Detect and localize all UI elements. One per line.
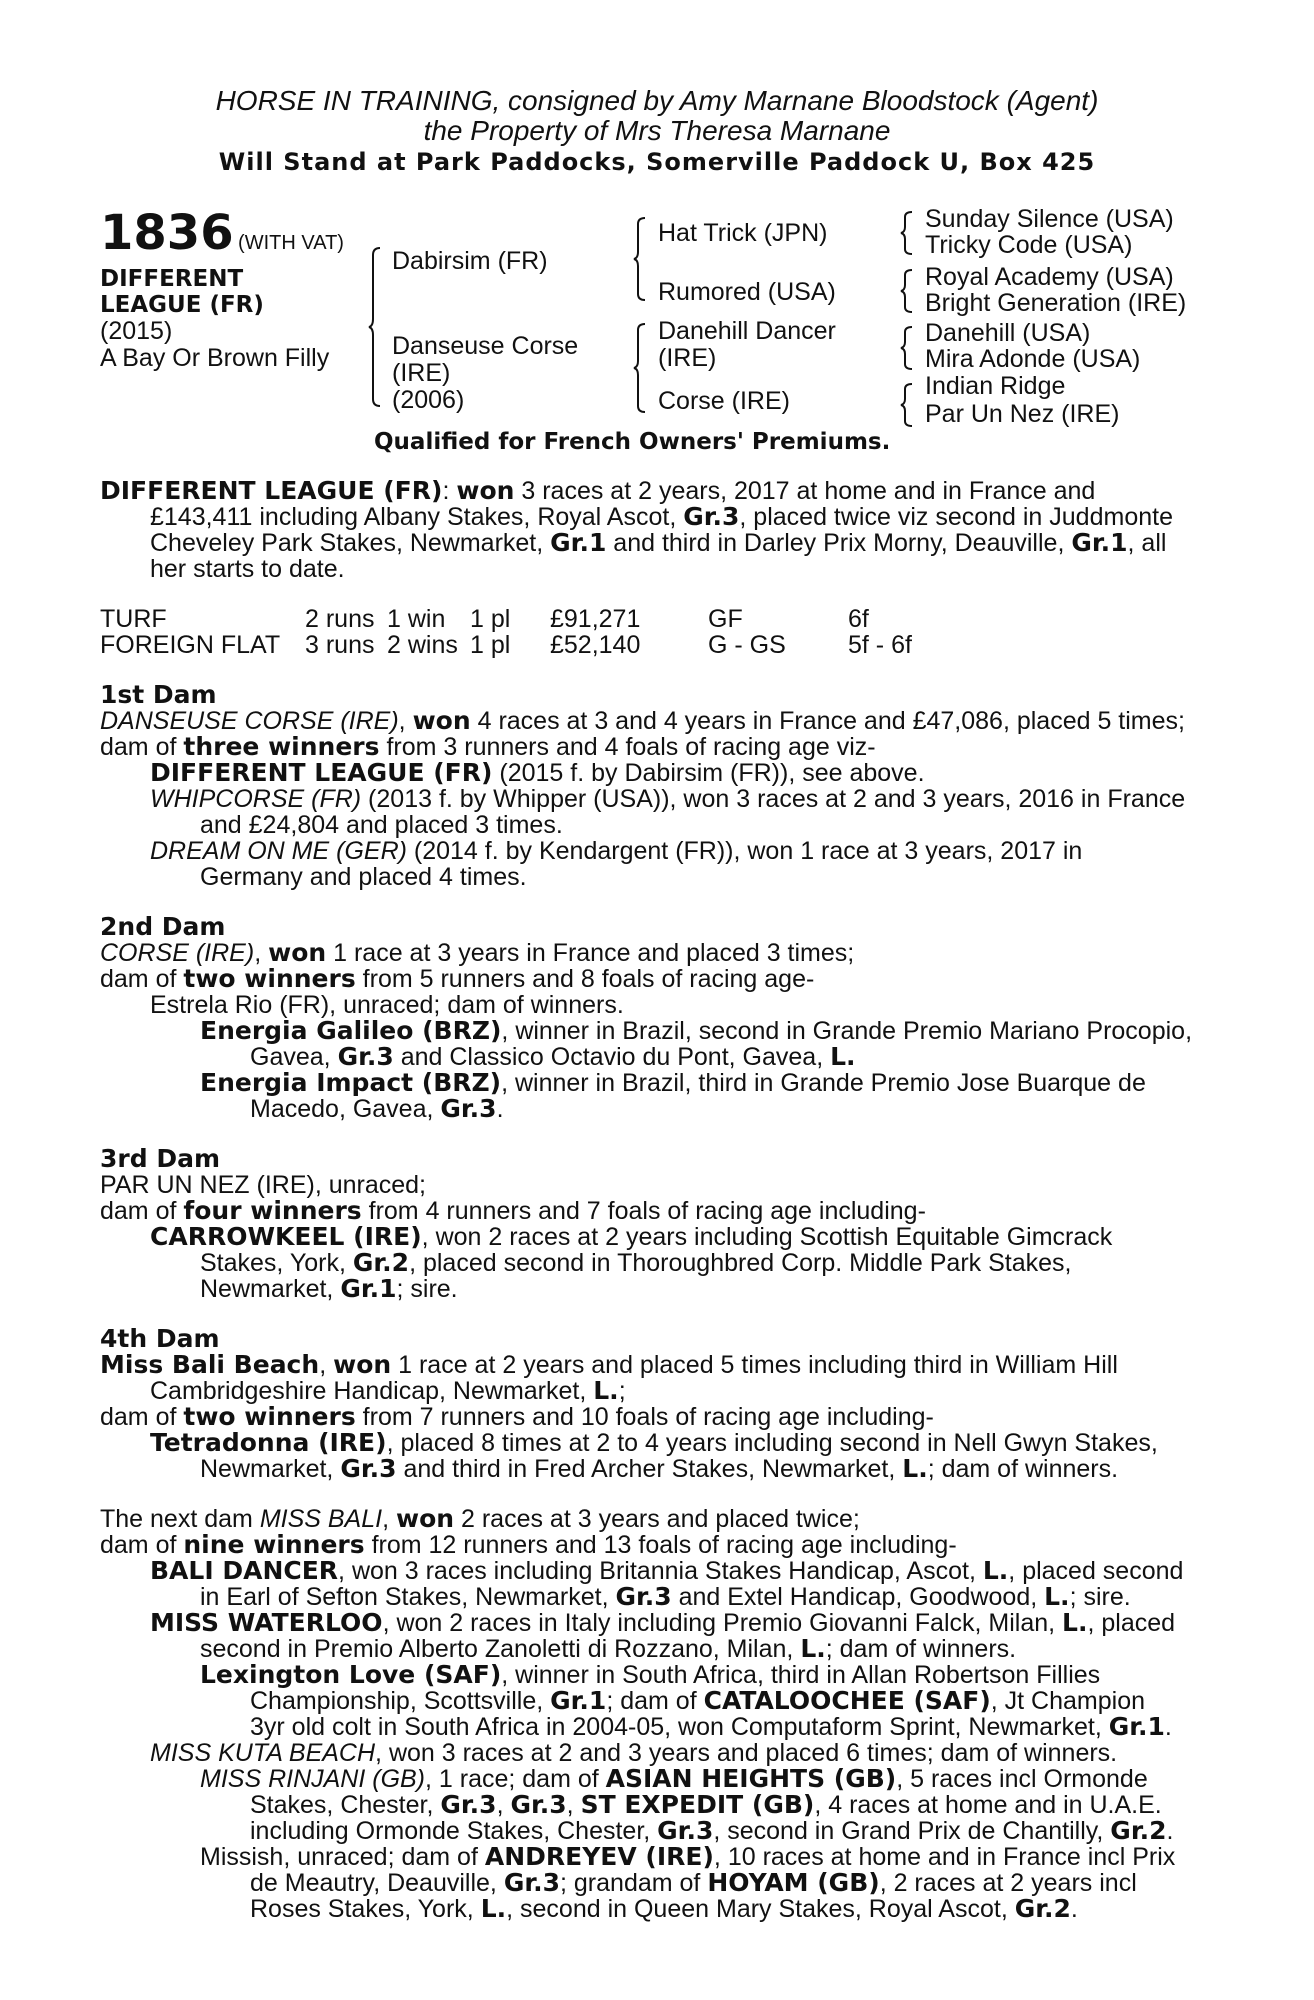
dam-dam: Corse (IRE): [658, 387, 790, 415]
pedigree-brace-2: [633, 216, 647, 302]
stand-location: Will Stand at Park Paddocks, Somerville Paddock U, Box 425: [218, 148, 1096, 176]
sire-dam: Rumored (USA): [658, 278, 836, 306]
next-dam-produce-5: MISS RINJANI (GB), 1 race; dam of ASIAN HEIGHTS (GB), 5 races incl Ormonde: [200, 1764, 1148, 1793]
summary-line-2: £143,411 including Albany Stakes, Royal Ascot, Gr.3, placed twice viz second in Juddmonte: [150, 502, 1173, 531]
first-dam-produce-3b: Germany and placed 4 times.: [200, 863, 527, 891]
dam-sire-line-2: (IRE): [658, 344, 717, 372]
next-dam-produce-6c: Roses Stakes, York, L., second in Queen Mary Stakes, Royal Ascot, Gr.2.: [250, 1894, 1078, 1923]
dam-sire-line-1: Danehill Dancer: [658, 317, 836, 345]
first-dam-line-2: dam of three winners from 3 runners and 4 foals of racing age viz-: [100, 732, 876, 761]
horse-description: A Bay Or Brown Filly: [100, 344, 330, 372]
third-dam-produce-1c: Newmarket, Gr.1; sire.: [200, 1274, 458, 1303]
next-dam-line-1: The next dam MISS BALI, won 2 races at 3 years and placed twice;: [100, 1504, 860, 1533]
second-dam-line-1: CORSE (IRE), won 1 race at 3 years in France and placed 3 times;: [100, 938, 855, 967]
sire: Dabirsim (FR): [392, 247, 548, 275]
next-dam-produce-1: BALI DANCER, won 3 races including Britannia Stakes Handicap, Ascot, L., placed second: [150, 1556, 1184, 1585]
lot-number-row: [100, 205, 344, 261]
second-dam-produce-2: Energia Galileo (BRZ), winner in Brazil, second in Grande Premio Mariano Procopio,: [200, 1016, 1193, 1045]
g3-8: Par Un Nez (IRE): [925, 400, 1120, 428]
next-dam-produce-5b: Stakes, Chester, Gr.3, Gr.3, ST EXPEDIT (GB), 4 races at home and in U.A.E.: [250, 1790, 1162, 1819]
catalogue-page: HORSE IN TRAINING, consigned by Amy Marnane Bloodstock (Agent) the Property of Mrs Theresa Marnane Will Stand at Park Paddocks, Somerville Paddock U, Box 425 1836 (WITH VAT) DIFFERENT LEAGUE (FR) (2015) A Bay Or Brown Filly Dabirsim (FR) Danseuse Corse (IRE) (2006) Hat Trick (JPN) Rumored (USA) Danehill Dancer (IRE) Corse (IRE) Sunday Silence (USA) Tricky Code (USA) Royal Academy (USA) Bright Generation (IRE) Danehill (USA) Mira Adonde (USA) Indian Ridge Par Un Nez (IRE) Qualified for French Owners' Premiums. DIFFERENT LEAGUE (FR): won 3 races at 2 years, 2017 at home and in France and £143,411 including Albany Stakes, Royal Ascot, Gr.3, placed twice viz second in Juddmonte Cheveley Park Stakes, Newmarket, Gr.1 and third in Darley Prix Morny, Deauville, Gr.1, all her starts to date. TURF 2 runs 1 win 1 pl £91,271 GF 6f FOREIGN FLAT 3 runs 2 wins 1 pl £52,140 G - GS 5f - 6f 1st Dam DANSEUSE CORSE (IRE), won 4 races at 3 and 4 years in France and £47,086, placed 5 times; dam of three winners from 3 runners and 4 foals of racing age viz- DIFFERENT LEAGUE (FR) (2015 f. by Dabirsim (FR)), see above. WHIPCORSE (FR) (2013 f. by Whipper (USA)), won 3 races at 2 and 3 years, 2016 in France and £24,804 and placed 3 times. DREAM ON ME (GER) (2014 f. by Kendargent (FR)), won 1 race at 3 years, 2017 in Germany and placed 4 times. 2nd Dam CORSE (IRE), won 1 race at 3 years in France and placed 3 times; dam of two winners from 5 runners and 8 foals of racing age- Estrela Rio (FR), unraced; dam of winners. Energia Galileo (BRZ), winner in Brazil, second in Grande Premio Mariano Procopio, Gavea, Gr.3 and Classico Octavio du Pont, Gavea, L. Energia Impact (BRZ), winner in Brazil, third in Grande Premio Jose Buarque de Macedo, Gavea, Gr.3. 3rd Dam PAR UN NEZ (IRE), unraced; dam of four winners from 4 runners and 7 foals of racing age including- CARROWKEEL (IRE), won 2 races at 2 years including Scottish Equitable Gimcrack Stakes, York, Gr.2, placed second in Thoroughbred Corp. Middle Park Stakes, Newmarket, Gr.1; sire. 4th Dam Miss Bali Beach, won 1 race at 2 years and placed 5 times including third in William Hill Cambridgeshire Handicap, Newmarket, L.; dam of two winners from 7 runners and 10 foals of racing age including- Tetradonna (IRE), placed 8 times at 2 to 4 years including second in Nell Gwyn Stakes, Newmarket, Gr.3 and third in Fred Archer Stakes, Newmarket, L.; dam of winners. The next dam MISS BALI, won 2 races at 3 years and placed twice; dam of nine winners from 12 runners and 13 foals of racing age including- BALI DANCER, won 3 races including Britannia Stakes Handicap, Ascot, L., placed second in Earl of Sefton Stakes, Newmarket, Gr.3 and Extel Handicap, Goodwood, L.; sire. MISS WATERLOO, won 2 races in Italy including Premio Giovanni Falck, Milan, L., placed second in Premio Alberto Zanoletti di Rozzano, Milan, L.; dam of winners. Lexington Love (SAF), winner in South Africa, third in Allan Robertson Fillies Championship, Scottsville, Gr.1; dam of CATALOOCHEE (SAF), Jt Champion 3yr old colt in South Africa in 2004-05, won Computaform Sprint, Newmarket, Gr.1. MISS KUTA BEACH, won 3 races at 2 and 3 years and placed 6 times; dam of winners. MISS RINJANI (GB), 1 race; dam of ASIAN HEIGHTS (GB), 5 races incl Ormonde Stakes, Chester, Gr.3, Gr.3, ST EXPEDIT (GB), 4 races at home and in U.A.E. including Ormonde Stakes, Chester, Gr.3, second in Grand Prix de Chantilly, Gr.2. Missish, unraced; dam of ANDREYEV (IRE), 10 races at home and in France incl Prix de Meautry, Deauville, Gr.3; grandam of HOYAM (GB), 2 races at 2 years incl Roses Stakes, York, L., second in Queen Mary Stakes, Royal Ascot, Gr.2.: [0, 0, 1314, 2000]
g3-4: Bright Generation (IRE): [925, 289, 1187, 317]
summary-line-4: her starts to date.: [150, 555, 345, 583]
fourth-dam-produce-1b: Newmarket, Gr.3 and third in Fred Archer Stakes, Newmarket, L.; dam of winners.: [200, 1454, 1119, 1483]
next-dam-produce-6b: de Meautry, Deauville, Gr.3; grandam of HOYAM (GB), 2 races at 2 years incl: [250, 1868, 1137, 1897]
summary-line-1: DIFFERENT LEAGUE (FR): won 3 races at 2 years, 2017 at home and in France and: [100, 476, 1096, 505]
next-dam-produce-3: Lexington Love (SAF), winner in South Africa, third in Allan Robertson Fillies: [200, 1660, 1101, 1689]
next-dam-line-2: dam of nine winners from 12 runners and 13 foals of racing age including-: [100, 1530, 957, 1559]
next-dam-produce-5c: including Ormonde Stakes, Chester, Gr.3, second in Grand Prix de Chantilly, Gr.2.: [250, 1816, 1174, 1845]
fourth-dam-produce-1: Tetradonna (IRE), placed 8 times at 2 to 4 years including second in Nell Gwyn Stakes,: [150, 1428, 1158, 1457]
vat-label: (WITH VAT): [238, 232, 344, 254]
pedigree-brace-3: [633, 322, 647, 414]
fourth-dam-line-1b: Cambridgeshire Handicap, Newmarket, L.;: [150, 1376, 626, 1405]
pedigree-brace-1: [368, 246, 382, 408]
third-dam-line-2: dam of four winners from 4 runners and 7 foals of racing age including-: [100, 1196, 926, 1225]
g3-5: Danehill (USA): [925, 319, 1091, 347]
third-dam-produce-1: CARROWKEEL (IRE), won 2 races at 2 years including Scottish Equitable Gimcrack: [150, 1222, 1113, 1251]
horse-name-2: LEAGUE (FR): [100, 292, 264, 318]
next-dam-produce-2b: second in Premio Alberto Zanoletti di Rozzano, Milan, L.; dam of winners.: [200, 1634, 1017, 1663]
first-dam-heading: 1st Dam: [100, 680, 217, 709]
second-dam-produce-1: Estrela Rio (FR), unraced; dam of winners.: [150, 991, 624, 1019]
next-dam-produce-3b: Championship, Scottsville, Gr.1; dam of CATALOOCHEE (SAF), Jt Champion: [250, 1686, 1146, 1715]
g3-6: Mira Adonde (USA): [925, 345, 1141, 373]
next-dam-produce-2: MISS WATERLOO, won 2 races in Italy including Premio Giovanni Falck, Milan, L., placed: [150, 1608, 1176, 1637]
third-dam-produce-1b: Stakes, York, Gr.2, placed second in Thoroughbred Corp. Middle Park Stakes,: [200, 1248, 1072, 1277]
g3-3: Royal Academy (USA): [925, 263, 1174, 291]
pedigree-brace-5: [900, 268, 914, 314]
first-dam-produce-3: DREAM ON ME (GER) (2014 f. by Kendargent (FR)), won 1 race at 3 years, 2017 in: [150, 837, 1083, 865]
second-dam-produce-3b: Macedo, Gavea, Gr.3.: [250, 1094, 504, 1123]
fourth-dam-line-1: Miss Bali Beach, won 1 race at 2 years and placed 5 times including third in William Hill: [100, 1350, 1118, 1379]
foaling-year: (2015): [100, 317, 173, 345]
dam-line-1: Danseuse Corse: [392, 332, 579, 360]
second-dam-heading: 2nd Dam: [100, 912, 226, 941]
pedigree-brace-7: [900, 382, 914, 428]
g3-7: Indian Ridge: [925, 372, 1066, 400]
next-dam-produce-6: Missish, unraced; dam of ANDREYEV (IRE), 10 races at home and in France incl Prix: [200, 1842, 1176, 1871]
sire-sire: Hat Trick (JPN): [658, 219, 828, 247]
g3-2: Tricky Code (USA): [925, 231, 1133, 259]
fourth-dam-heading: 4th Dam: [100, 1324, 220, 1353]
pedigree-brace-4: [900, 210, 914, 256]
first-dam-produce-2b: and £24,804 and placed 3 times.: [200, 811, 563, 839]
horse-name-1: DIFFERENT: [100, 266, 244, 292]
fourth-dam-line-2: dam of two winners from 7 runners and 10 foals of racing age including-: [100, 1402, 934, 1431]
second-dam-line-2: dam of two winners from 5 runners and 8 foals of racing age-: [100, 964, 815, 993]
third-dam-line-1: PAR UN NEZ (IRE), unraced;: [100, 1171, 427, 1199]
second-dam-produce-2b: Gavea, Gr.3 and Classico Octavio du Pont, Gavea, L.: [250, 1042, 856, 1071]
first-dam-produce-1: DIFFERENT LEAGUE (FR) (2015 f. by Dabirsim (FR)), see above.: [150, 758, 925, 787]
next-dam-produce-1b: in Earl of Sefton Stakes, Newmarket, Gr.3 and Extel Handicap, Goodwood, L.; sire.: [200, 1582, 1131, 1611]
first-dam-produce-2: WHIPCORSE (FR) (2013 f. by Whipper (USA)), won 3 races at 2 and 3 years, 2016 in France: [150, 785, 1186, 813]
dam-line-3: (2006): [392, 386, 465, 414]
second-dam-produce-3: Energia Impact (BRZ), winner in Brazil, third in Grande Premio Jose Buarque de: [200, 1068, 1146, 1097]
third-dam-heading: 3rd Dam: [100, 1144, 220, 1173]
summary-line-3: Cheveley Park Stakes, Newmarket, Gr.1 and third in Darley Prix Morny, Deauville, Gr.1, all: [150, 528, 1167, 557]
next-dam-produce-3c: 3yr old colt in South Africa in 2004-05, won Computaform Sprint, Newmarket, Gr.1.: [250, 1712, 1172, 1741]
pedigree-brace-6: [900, 325, 914, 371]
property-line: the Property of Mrs Theresa Marnane: [423, 115, 891, 146]
next-dam-produce-4: MISS KUTA BEACH, won 3 races at 2 and 3 years and placed 6 times; dam of winners.: [150, 1739, 1118, 1767]
premiums-note: Qualified for French Owners' Premiums.: [374, 429, 891, 455]
g3-1: Sunday Silence (USA): [925, 205, 1174, 233]
consignor-line: HORSE IN TRAINING, consigned by Amy Marnane Bloodstock (Agent): [215, 85, 1099, 116]
dam-line-2: (IRE): [392, 359, 451, 387]
lot-number: 1836: [100, 205, 234, 261]
first-dam-line-1: DANSEUSE CORSE (IRE), won 4 races at 3 and 4 years in France and £47,086, placed 5 times;: [100, 706, 1185, 735]
